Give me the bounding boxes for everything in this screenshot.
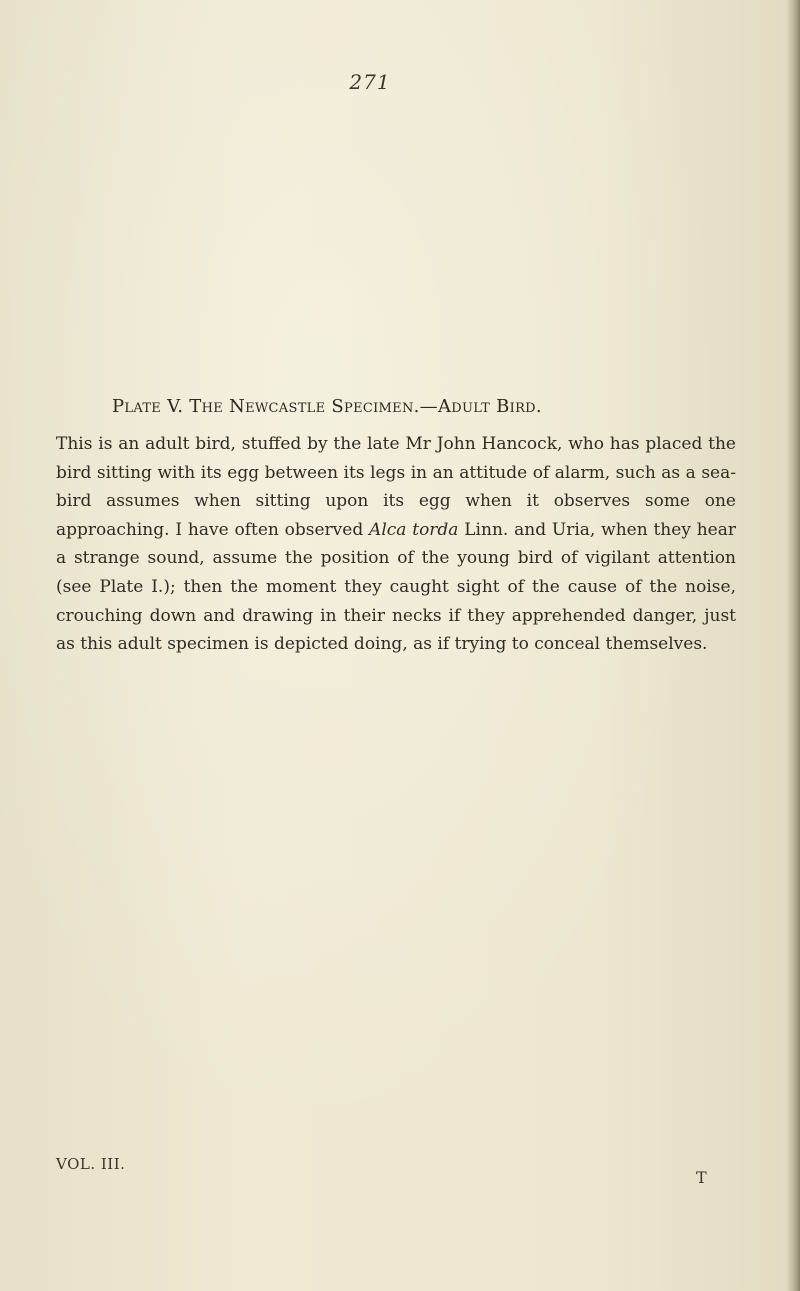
plate-title: Plate V. The Newcastle Specimen.—Adult Bird. (112, 396, 542, 417)
paragraph-text-part1: This is an adult bird, stuffed by the late Mr John Hancock, who has placed the bird sitting with its egg between its legs in an attitude of alarm, such as a sea-bird assumes when sitting upon its egg when it observes some one approaching. I have often observed (56, 434, 736, 540)
signature-mark: T (696, 1168, 707, 1187)
species-name: Alca torda (369, 519, 459, 540)
page-edge-shadow (786, 0, 800, 1291)
page-number: 271 (349, 70, 391, 94)
body-paragraph (56, 430, 736, 659)
volume-label: VOL. III. (56, 1155, 126, 1173)
paragraph-text-part2: Linn. and Uria, when they hear a strange sound, assume the position of the young bird of vigilant attention (see Plate I.); then the moment they caught sight of the cause of the noise, crouching down and drawing in their necks if they apprehended danger, just as this adult specimen is depicted doing, as if trying to conceal themselves. (56, 519, 737, 655)
